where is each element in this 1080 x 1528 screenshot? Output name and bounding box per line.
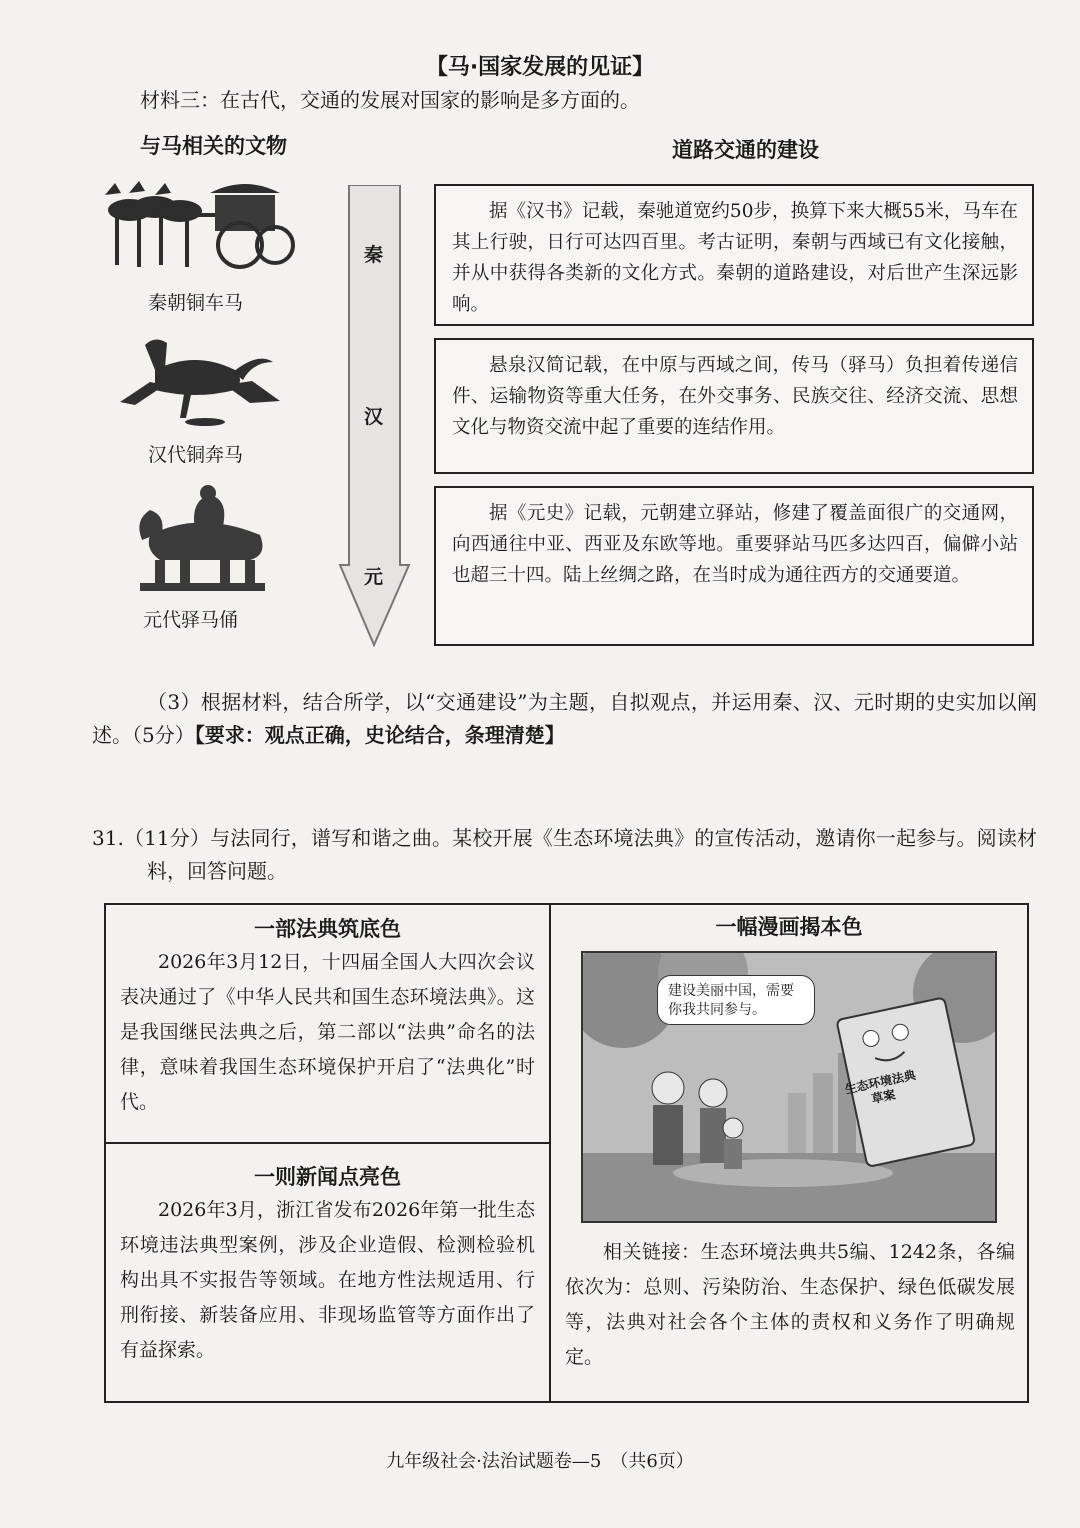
post-horse-figurine-image [120, 485, 280, 595]
material-intro: 材料三：在古代，交通的发展对国家的影响是多方面的。 [140, 88, 640, 112]
question-3-requirement: 【要求：观点正确，史论结合，条理清楚】 [194, 723, 565, 747]
page-footer: 九年级社会·法治试题卷—5 （共6页） [386, 1451, 694, 1472]
question-3-text: （3）根据材料，结合所学，以“交通建设”为主题，自拟观点，并运用秦、汉、元时期的史实加以阐述。（5分） [92, 690, 1037, 747]
section-title: 【马·国家发展的见证】 [425, 55, 655, 80]
table-cell-cartoon [551, 905, 1027, 1401]
bronze-chariot-image [95, 175, 295, 285]
table-divider-horizontal [106, 1142, 549, 1144]
timeline-label-han: 汉 [364, 406, 384, 428]
road-box-yuan: 据《元史》记载，元朝建立驿站，修建了覆盖面很广的交通网，向西通往中亚、西亚及东欧等地。重要驿站马匹多达四百，偏僻小站也超三十四。陆上丝绸之路，在当时成为通往西方的交通要道。 [434, 486, 1034, 646]
artifacts-heading: 与马相关的文物 [140, 134, 287, 158]
cell-cartoon-title: 一幅漫画揭本色 [715, 915, 863, 939]
cartoon-book-label: 生态环境法典草案 [843, 1067, 918, 1107]
question-31: 31.（11分）与法同行，谱写和谐之曲。某校开展《生态环境法典》的宣传活动，邀请你一起参与。阅读材料，回答问题。 [92, 826, 1037, 883]
artifact-caption-3: 元代驿马俑 [143, 609, 239, 631]
cell-code-title: 一部法典筑底色 [254, 917, 401, 941]
galloping-horse-image [115, 330, 285, 430]
cell-news-title: 一则新闻点亮色 [254, 1165, 401, 1189]
cartoon-speech-bubble: 建设美丽中国，需要你我共同参与。 [657, 975, 815, 1025]
cell-cartoon-text: 相关链接：生态环境法典共5编、1242条，各编依次为：总则、污染防治、生态保护、绿色低碳发展等，法典对社会各个主体的责权和义务作了明确规定。 [565, 1241, 1015, 1368]
road-box-qin: 据《汉书》记载，秦驰道宽约50步，换算下来大概55米，马车在其上行驶，日行可达四百里。考古证明，秦朝与西域已有文化接触，并从中获得各类新的文化方式。秦朝的道路建设，对后世产生深远影响。 [434, 184, 1034, 326]
cell-news-text: 2026年3月，浙江省发布2026年第一批生态环境违法典型案例，涉及企业造假、检测检验机构出具不实报告等领域。在地方性法规适用、行刑衔接、新装备应用、非现场监管等方面作出了有益探索。 [120, 1199, 535, 1361]
artifact-caption-1: 秦朝铜车马 [148, 292, 244, 314]
cartoon-image [581, 951, 997, 1223]
timeline-label-qin: 秦 [364, 244, 384, 266]
timeline-label-yuan: 元 [364, 566, 384, 588]
material-table [104, 903, 1029, 1403]
table-cell-news [106, 1161, 549, 1401]
question-3 [92, 686, 1037, 752]
artifact-caption-2: 汉代铜奔马 [148, 444, 244, 466]
road-box-han: 悬泉汉简记载，在中原与西域之间，传马（驿马）负担着传递信件、运输物资等重大任务，在外交事务、民族交往、经济交流、思想文化与物资交流中起了重要的连结作用。 [434, 338, 1034, 474]
table-cell-code [106, 913, 549, 1142]
cell-code-text: 2026年3月12日，十四届全国人大四次会议表决通过了《中华人民共和国生态环境法典》。这是我国继民法典之后，第二部以“法典”命名的法律，意味着我国生态环境保护开启了“法典化”时代。 [120, 951, 535, 1113]
road-heading: 道路交通的建设 [672, 138, 819, 162]
